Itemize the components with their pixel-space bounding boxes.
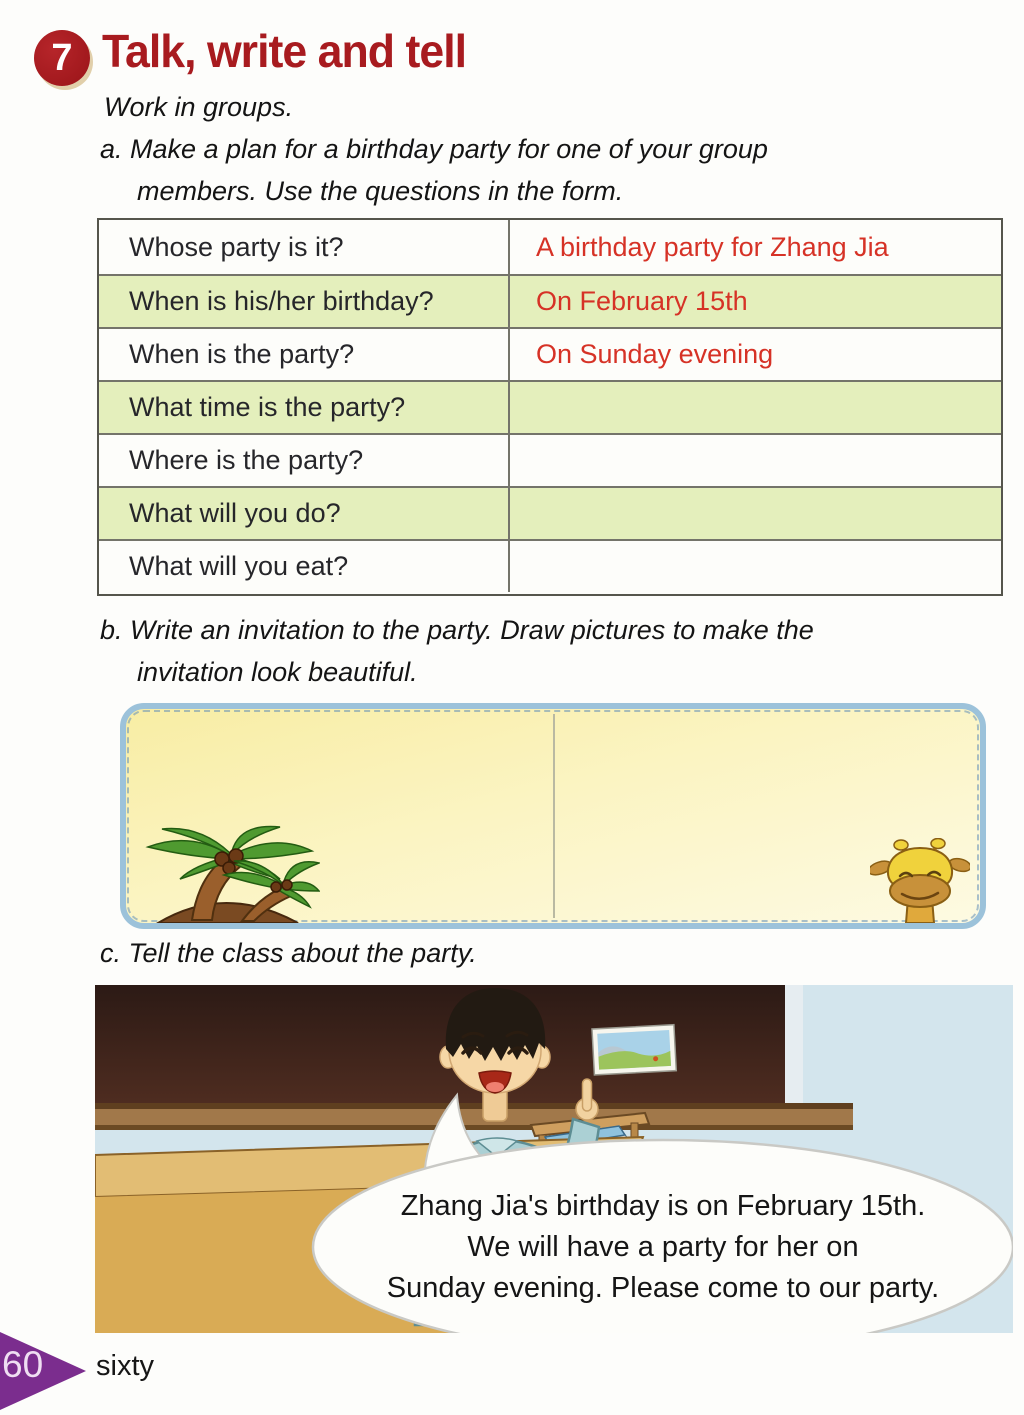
pointing-finger xyxy=(583,1079,592,1111)
invitation-drawing-box[interactable] xyxy=(120,703,986,929)
task-a-line2: members. Use the questions in the form. xyxy=(137,176,624,206)
page-number: 60 xyxy=(2,1344,44,1385)
table-row xyxy=(99,539,1001,592)
task-b-line1: b. Write an invitation to the party. Draw pictures to make the xyxy=(100,615,814,645)
task-c-text: c. Tell the class about the party. xyxy=(100,938,477,968)
task-a-line1: a. Make a plan for a birthday party for one of your group xyxy=(100,134,768,164)
giraffe-illustration xyxy=(870,838,970,923)
table-row xyxy=(99,274,1001,327)
question-cell: When is the party? xyxy=(99,329,510,380)
speech-bubble-line: We will have a party for her on xyxy=(467,1231,859,1263)
answer-cell[interactable] xyxy=(510,435,1001,486)
invitation-card-illustration xyxy=(592,1025,676,1075)
table-row xyxy=(99,433,1001,486)
answer-cell[interactable]: On February 15th xyxy=(536,286,748,316)
invitation-box-divider xyxy=(553,714,555,918)
classroom-scene-svg xyxy=(95,985,1013,1333)
answer-cell[interactable] xyxy=(510,541,1001,592)
chalk-tray xyxy=(95,1103,853,1130)
answer-cell[interactable] xyxy=(510,382,1001,433)
section-number-badge: 7 xyxy=(34,30,90,86)
answer-cell[interactable]: On Sunday evening xyxy=(536,339,774,369)
task-b-line2: invitation look beautiful. xyxy=(137,657,418,687)
table-row xyxy=(99,220,1001,274)
question-cell: Whose party is it? xyxy=(99,220,510,274)
question-cell: What will you eat? xyxy=(99,541,510,592)
table-row xyxy=(99,327,1001,380)
palm-trees-illustration xyxy=(130,823,320,923)
table-row xyxy=(99,486,1001,539)
party-plan-table xyxy=(97,218,1003,596)
page-number-word: sixty xyxy=(96,1350,154,1382)
page-title: Talk, write and tell xyxy=(102,25,467,77)
speech-bubble-line: Sunday evening. Please come to our party. xyxy=(386,1272,940,1304)
question-cell: What time is the party? xyxy=(99,382,510,433)
classroom-illustration xyxy=(95,985,1013,1333)
question-cell: Where is the party? xyxy=(99,435,510,486)
answer-cell[interactable]: A birthday party for Zhang Jia xyxy=(536,231,889,262)
intro-text: Work in groups. xyxy=(104,92,294,122)
table-row xyxy=(99,380,1001,433)
speech-bubble-line: Zhang Jia's birthday is on February 15th. xyxy=(400,1190,926,1222)
question-cell: What will you do? xyxy=(99,488,510,539)
blackboard xyxy=(95,985,785,1103)
answer-cell[interactable] xyxy=(510,488,1001,539)
question-cell: When is his/her birthday? xyxy=(99,276,510,327)
